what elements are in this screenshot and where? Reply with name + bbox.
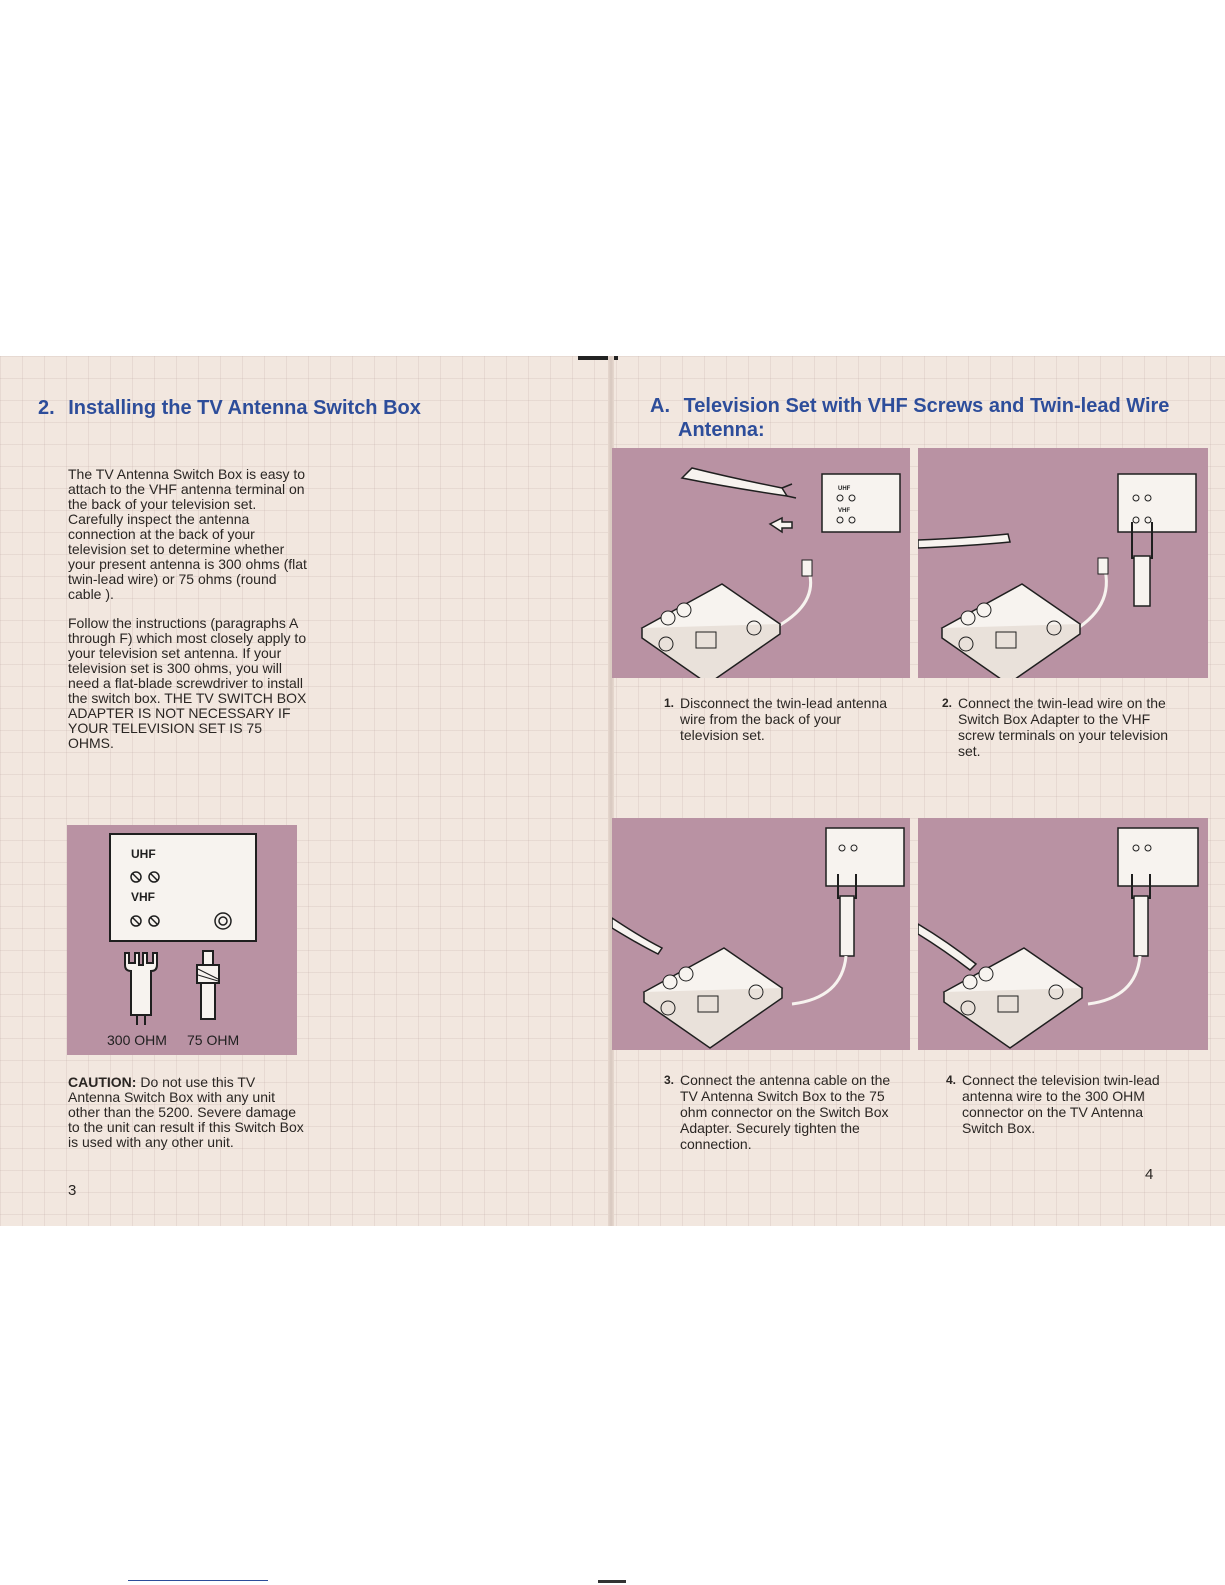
- instructions-paragraph: Follow the instructions (paragraphs A through F) which most closely apply to your television set antenna. If your television set is 300 ohms, you will need a flat-blade screwdriver to install the switch box. THE TV SWITCH BOX ADAPTER IS NOT NECESSARY IF YOUR TELEVISION SET IS 75 OHMS.: [68, 615, 307, 751]
- step-4-illustration: [918, 818, 1208, 1050]
- uhf-label: UHF: [131, 847, 156, 861]
- connect-cable-icon: [612, 818, 910, 1050]
- scan-artifact-bar: [598, 1580, 626, 1583]
- vhf-label: VHF: [131, 890, 155, 904]
- step-3-number: 3.: [664, 1073, 675, 1087]
- intro-paragraph: The TV Antenna Switch Box is easy to attach to the VHF antenna terminal on the back of your television set. Carefully inspect the antenna connection at the back of your television set to determine whether your present antenna is 300 ohms (flat twin-lead wire) or 75 ohms (round cable ).: [68, 466, 307, 602]
- step-3-description: Connect the antenna cable on the TV Antenna Switch Box to the 75 ohm connector on the Switch Box Adapter. Securely tighten the connection.: [680, 1072, 891, 1152]
- left-page-heading: [38, 396, 421, 420]
- scan-artifact-line: [128, 1580, 268, 1581]
- plugs-icon: [67, 825, 297, 1055]
- panel-vhf-label: VHF: [838, 508, 850, 514]
- step-1-number: 1.: [664, 696, 675, 710]
- left-page-number: 3: [68, 1182, 77, 1199]
- step-1-illustration: [612, 448, 910, 678]
- right-page-number: 4: [1145, 1166, 1154, 1183]
- heading-line-1: Television Set with VHF Screws and Twin-lead Wire: [683, 395, 1170, 417]
- step-2-illustration: [918, 448, 1208, 678]
- caution-text: Do not use this TV Antenna Switch Box with any unit other than the 5200. Severe damage to the unit can result if this Switch Box is used with any other unit.: [68, 1074, 304, 1150]
- right-page-heading: [650, 394, 1169, 418]
- plug-75-label: 75 OHM: [187, 1032, 240, 1048]
- step-2-number: 2.: [942, 696, 953, 710]
- step-1-text: [664, 695, 902, 743]
- heading-number: 2.: [38, 397, 55, 419]
- step-4-number: 4.: [946, 1073, 957, 1087]
- caution-paragraph: [68, 1075, 310, 1150]
- plug-300-label: 300 OHM: [107, 1032, 167, 1048]
- connect-twinlead-icon: [918, 818, 1208, 1050]
- manual-spread: [0, 356, 1225, 1226]
- heading-letter: A.: [650, 395, 670, 417]
- disconnect-wire-icon: [612, 448, 910, 678]
- connect-adapter-icon: [918, 448, 1208, 678]
- step-2-description: Connect the twin-lead wire on the Switch Box Adapter to the VHF screw terminals on your television set.: [958, 695, 1169, 759]
- step-2-text: [942, 695, 1180, 759]
- heading-line-2: Antenna:: [678, 419, 765, 441]
- step-4-description: Connect the television twin-lead antenna wire to the 300 OHM connector on the TV Antenna Switch Box.: [962, 1072, 1160, 1136]
- connector-figure: [67, 825, 297, 1055]
- panel-uhf-label: UHF: [838, 486, 851, 492]
- heading-text: Installing the TV Antenna Switch Box: [68, 397, 421, 419]
- step-4-text: [946, 1072, 1182, 1136]
- step-1-description: Disconnect the twin-lead antenna wire from the back of your television set.: [680, 695, 888, 743]
- step-3-illustration: [612, 818, 910, 1050]
- step-3-text: [664, 1072, 902, 1152]
- caution-label: CAUTION:: [68, 1074, 137, 1090]
